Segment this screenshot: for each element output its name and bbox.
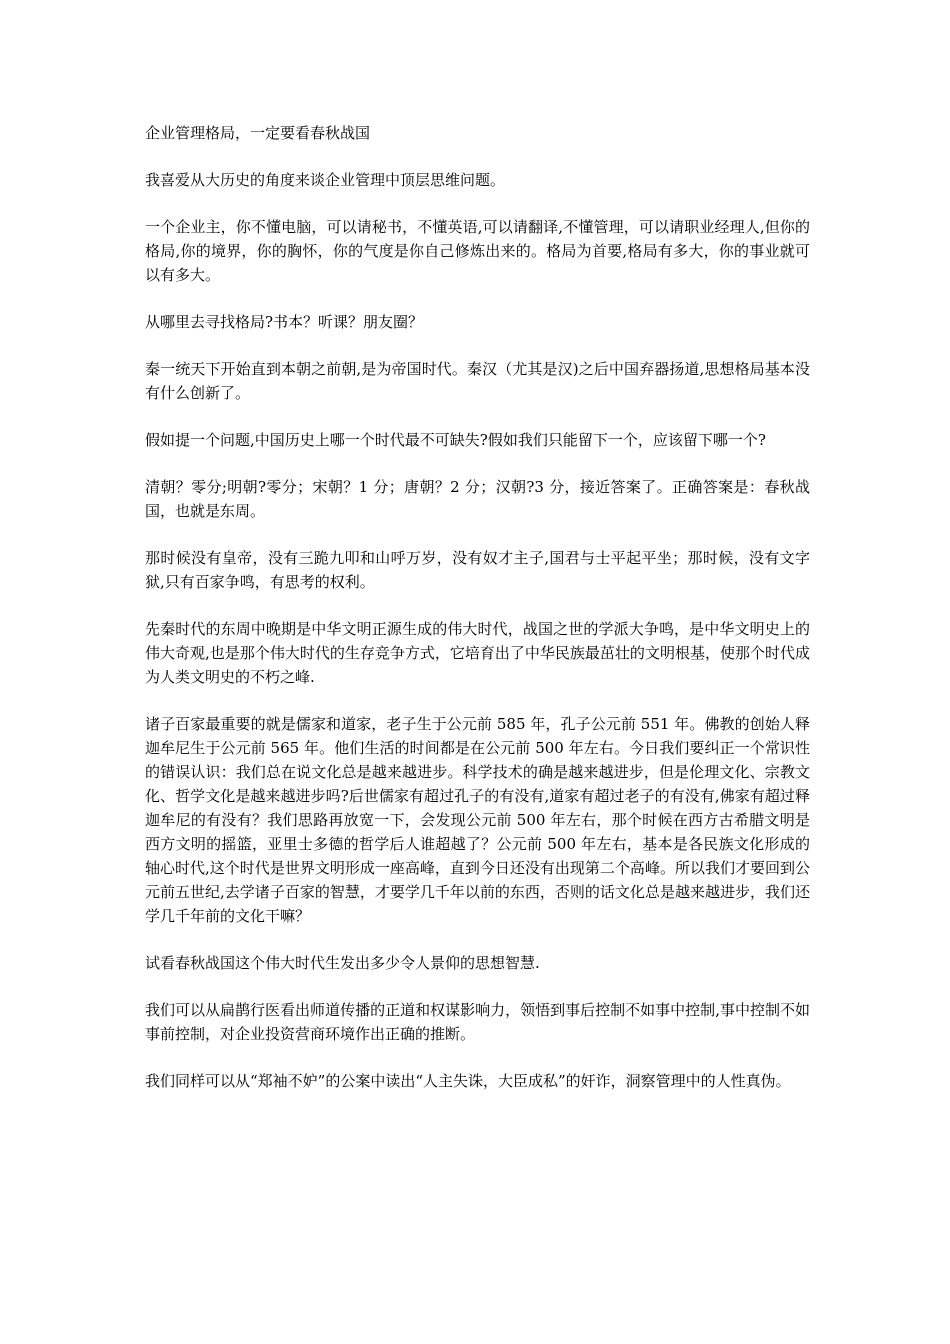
paragraph-question: 从哪里去寻找格局?书本？听课？朋友圈？ bbox=[145, 313, 424, 331]
paragraph-empire-era: 秦一统天下开始直到本朝之前朝,是为帝国时代。秦汉（尤其是汉)之后中国弃器扬道,思想格局基本没有什么创新了。 bbox=[145, 360, 810, 402]
paragraph-pattern: 一个企业主，你不懂电脑，可以请秘书，不懂英语,可以请翻译,不懂管理，可以请职业经理人,但你的格局,你的境界，你的胸怀，你的气度是你自己修炼出来的。格局为首要,格局有多大，你的事业就可以有多大。 bbox=[145, 218, 810, 284]
document-title: 企业管理格局，一定要看春秋战国 bbox=[145, 124, 371, 142]
paragraph-zheng-xiu: 我们同样可以从“郑袖不妒”的公案中读出“人主失诛，大臣成私”的奸诈，洞察管理中的人性真伪。 bbox=[145, 1072, 791, 1090]
paragraph-wisdom: 试看春秋战国这个伟大时代生发出多少令人景仰的思想智慧. bbox=[145, 954, 540, 972]
paragraph-hundred-schools: 诸子百家最重要的就是儒家和道家，老子生于公元前 585 年，孔子公元前 551 年。佛教的创始人释迦牟尼生于公元前 565 年。他们生活的时间都是在公元前 500 年左右。今日我们要纠正一个常识性的错误认识：我们总在说文化总是越来越进步。科学技术的确是越来越进步，但是伦理文化、宗教文化、哲学文化是越来越进步吗?后世儒家有超过孔子的有没有,道家有超过老子的有没有,佛家有超过释迦牟尼的有没有？我们思路再放宽一下，会发现公元前 500 年左右，那个时候在西方古希腊文明是西方文明的摇篮，亚里士多德的哲学后人谁超越了？公元前 500 年左右，基本是各民族文化形成的轴心时代,这个时代是世界文明形成一座高峰，直到今日还没有出现第二个高峰。所以我们才要回到公元前五世纪,去学诸子百家的智慧，才要学几千年以前的东西，否则的话文化总是越来越进步，我们还学几千年前的文化干嘛？ bbox=[145, 715, 810, 925]
paragraph-eastern-zhou: 先秦时代的东周中晚期是中华文明正源生成的伟大时代，战国之世的学派大争鸣，是中华文明史上的伟大奇观,也是那个伟大时代的生存竞争方式，它培育出了中华民族最茁壮的文明根基，使那个时代成为人类文明史的不朽之峰. bbox=[145, 620, 810, 686]
document-page bbox=[145, 121, 810, 1116]
paragraph-which-era: 假如提一个问题,中国历史上哪一个时代最不可缺失?假如我们只能留下一个，应该留下哪一个? bbox=[145, 431, 766, 449]
paragraph-no-emperor: 那时候没有皇帝，没有三跪九叩和山呼万岁，没有奴才主子,国君与士平起平坐；那时候，没有文字狱,只有百家争鸣，有思考的权利。 bbox=[145, 549, 810, 591]
paragraph-intro: 我喜爱从大历史的角度来谈企业管理中顶层思维问题。 bbox=[145, 171, 506, 189]
paragraph-scores: 清朝？零分;明朝?零分；宋朝？1 分；唐朝？2 分；汉朝?3 分，接近答案了。正确答案是：春秋战国，也就是东周。 bbox=[145, 478, 810, 520]
paragraph-bian-que: 我们可以从扁鹊行医看出师道传播的正道和权谋影响力，领悟到事后控制不如事中控制,事中控制不如事前控制，对企业投资营商环境作出正确的推断。 bbox=[145, 1001, 810, 1043]
